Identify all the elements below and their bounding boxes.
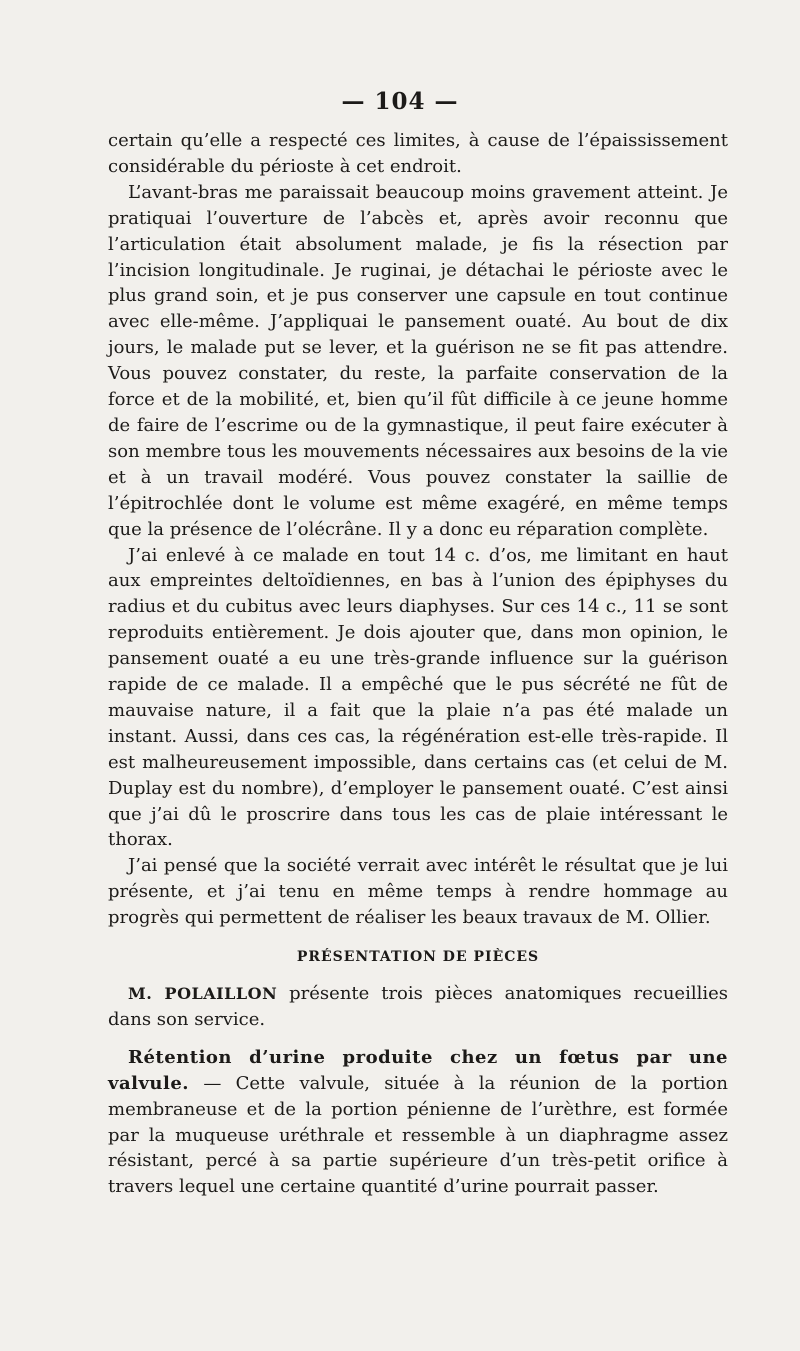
spacer (108, 1033, 728, 1045)
subsection-title: Rétention d’urine produite chez un fœtus par une valvule. (108, 1046, 728, 1094)
section-heading: PRÉSENTATION DE PIÈCES (296, 949, 540, 966)
subsection-paragraph (108, 1045, 728, 1200)
subsection-text: — Cette valvule, située à la réunion de la portion membraneuse et de la portion pénienne de l’urèthre, est formée par la muqueuse uréthrale et ressemble à un diaphragme assez résistant, percé à sa partie supérieure d’un très-petit orifice à travers lequel une certaine quantité d’urine pourrait passer. (108, 1072, 728, 1198)
paragraph-2: L’avant-bras me paraissait beaucoup moins gravement atteint. Je pratiquai l’ouverture de l’abcès et, après avoir reconnu que l’articulation était absolument malade, je fis la résection par l’incision longitudinale. Je ruginai, je détachai le périoste avec le plus grand soin, et je pus conserver une capsule en tout continue avec elle-même. J’appliquai le pansement ouaté. Au bout de dix jours, le malade put se lever, et la guérison ne se fit pas attendre. Vous pouvez constater, du reste, la parfaite conservation de la force et de la mobilité, et, bien qu’il fût difficile à ce jeune homme de faire de l’escrime ou de la gymnastique, il peut faire exécuter à son membre tous les mouvements nécessaires aux besoins de la vie et à un travail modéré. Vous pouvez constater la saillie de l’épitrochlée dont le volume est même exagéré, en même temps que la présence de l’olécrâne. Il y a donc eu réparation complète. (108, 181, 728, 540)
paragraph-3: J’ai enlevé à ce malade en tout 14 c. d’os, me limitant en haut aux empreintes deltoïdiennes, en bas à l’union des épiphyses du radius et du cubitus avec leurs diaphyses. Sur ces 14 c., 11 se sont reproduits entièrement. Je dois ajouter que, dans mon opinion, le pansement ouaté a eu une très-grande influence sur la guérison rapide de ce malade. Il a empêché que le pus sécrété ne fût de mauvaise nature, il a fait que la plaie n’a pas été malade un instant. Aussi, dans ces cas, la régénération est-elle très-rapide. Il est malheureusement impossible, dans certains cas (et celui de M. Duplay est du nombre), d’employer le pansement ouaté. C’est ainsi que j’ai dû le proscrire dans tous les cas de plaie intéressant le thorax. (108, 544, 728, 851)
presenter-text: présente trois pièces anatomiques recueillies dans son service. (108, 983, 728, 1030)
presenter-name: M. POLAILLON (128, 984, 278, 1003)
page-number: — 104 — (341, 88, 459, 115)
paragraph-4: J’ai pensé que la société verrait avec intérêt le résultat que je lui présente, et j’ai tenu en même temps à rendre hommage au progrès qui permettent de réaliser les beaux travaux de M. Ollier. (108, 855, 728, 929)
body-text (108, 128, 728, 1200)
paragraph-1: certain qu’elle a respecté ces limites, à cause de l’épaississement considérable du périoste à cet endroit. (108, 130, 728, 177)
presenter-paragraph (108, 981, 728, 1033)
